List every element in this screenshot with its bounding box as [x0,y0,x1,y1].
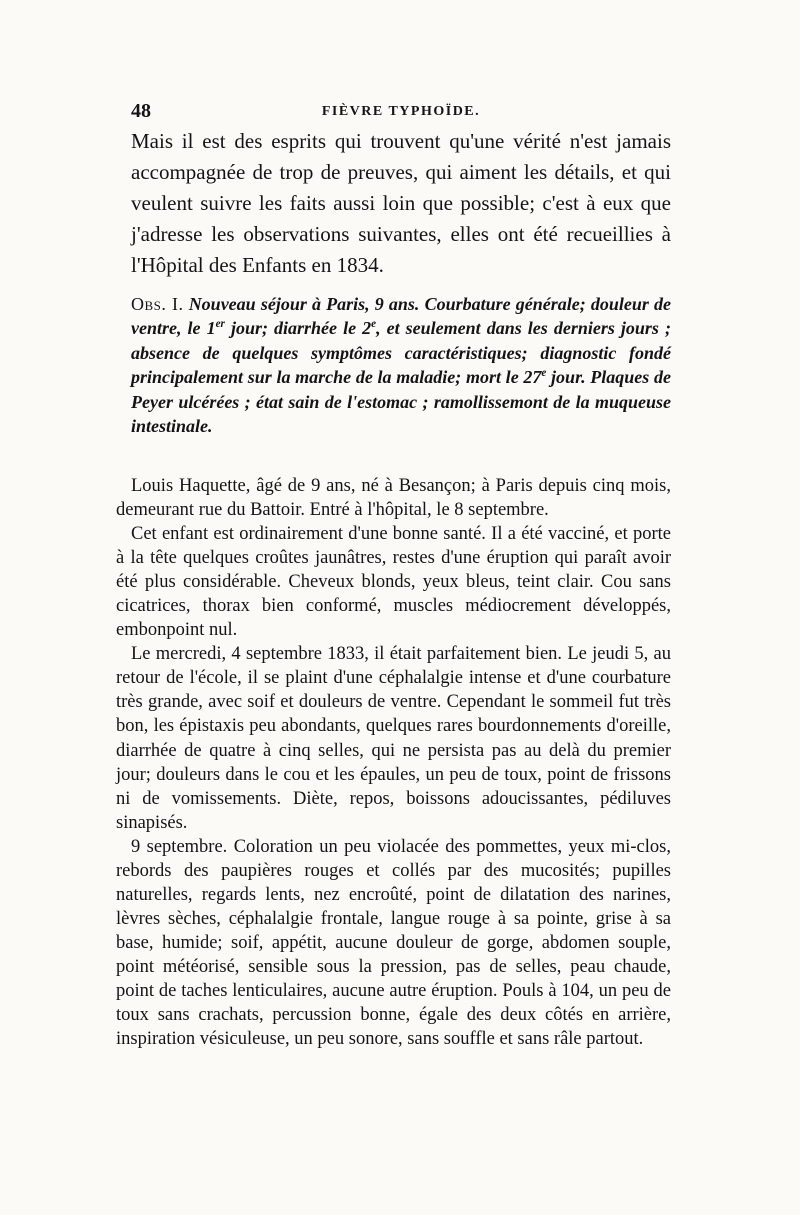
case-body [116,474,671,1051]
running-title: FIÈVRE TYPHOÏDE. [321,104,481,119]
superscript-1: er [215,318,225,331]
observation-summary [131,292,671,438]
observation-text-1: Nouveau séjour à Paris, 9 ans. Courbature générale; douleur de ventre, le 1 [131,294,671,339]
intro-paragraph: Mais il est des esprits qui trouvent qu'une vérité n'est jamais accompagnée de trop de preuves, qui aiment les détails, et qui veulent suivre les faits aussi loin que possible; c'est à eux que j'adresse les observations suivantes, elles ont été recueillies à l'Hôpital des Enfants en 1834. [131,129,671,277]
observation-label: Obs. I. [131,294,184,314]
paragraph-health: Cet enfant est ordinairement d'une bonne santé. Il a été vacciné, et porte à la tête quelques croûtes jaunâtres, restes d'une éruption qui paraît avoir été plus considérable. Cheveux blonds, yeux bleus, teint clair. Cou sans cicatrices, thorax bien conformé, muscles médiocrement développés, embonpoint nul. [116,524,671,641]
observation-text-3: , et seulement dans les derniers jours ; absence de quelques symptômes caractéristiques; diagnostic fondé principalement sur la marche de la maladie; mort le 27 [131,318,671,388]
paragraph-patient-info: Louis Haquette, âgé de 9 ans, né à Besançon; à Paris depuis cinq mois, demeurant rue du Battoir. Entré à l'hôpital, le 8 septembre. [116,476,671,521]
page-number: 48 [131,100,151,122]
page-header [131,100,671,124]
paragraph-sept-9: 9 septembre. Coloration un peu violacée des pommettes, yeux mi-clos, rebords des paupières rouges et collés par des mucosités; pupilles naturelles, regards lents, nez encroûté, point de dilatation des narines, lèvres sèches, céphalalgie frontale, langue rouge à sa pointe, grise à sa base, humide; soif, appétit, aucune douleur de gorge, abdomen souple, point météorisé, sensible sous la pression, pas de selles, peau chaude, point de taches lenticulaires, aucune autre éruption. Pouls à 104, un peu de toux sans crachats, percussion bonne, égale des deux côtés en arrière, inspiration vésiculeuse, un peu sonore, sans souffle et sans râle partout. [116,836,671,1050]
observation-text-4: jour. Plaques de Peyer ulcérées ; état sain de l'estomac ; ramollissemont de la muqueuse intestinale. [131,367,671,437]
superscript-2: e [371,318,377,331]
paragraph-onset: Le mercredi, 4 septembre 1833, il était parfaitement bien. Le jeudi 5, au retour de l'école, il se plaint d'une céphalalgie intense et d'une courbature très grande, avec soif et douleurs de ventre. Cependant le sommeil fut très bon, les épistaxis peu abondants, quelques rares bourdonnements d'oreille, diarrhée de quatre à cinq selles, qui ne persista pas au delà du premier jour; douleurs dans le cou et les épaules, un peu de toux, point de frissons ni de vomissements. Diète, repos, boissons adoucissantes, pédiluves sinapisés. [116,644,671,833]
observation-text-2: jour; diarrhée le 2 [224,318,372,339]
superscript-3: e [541,367,547,380]
